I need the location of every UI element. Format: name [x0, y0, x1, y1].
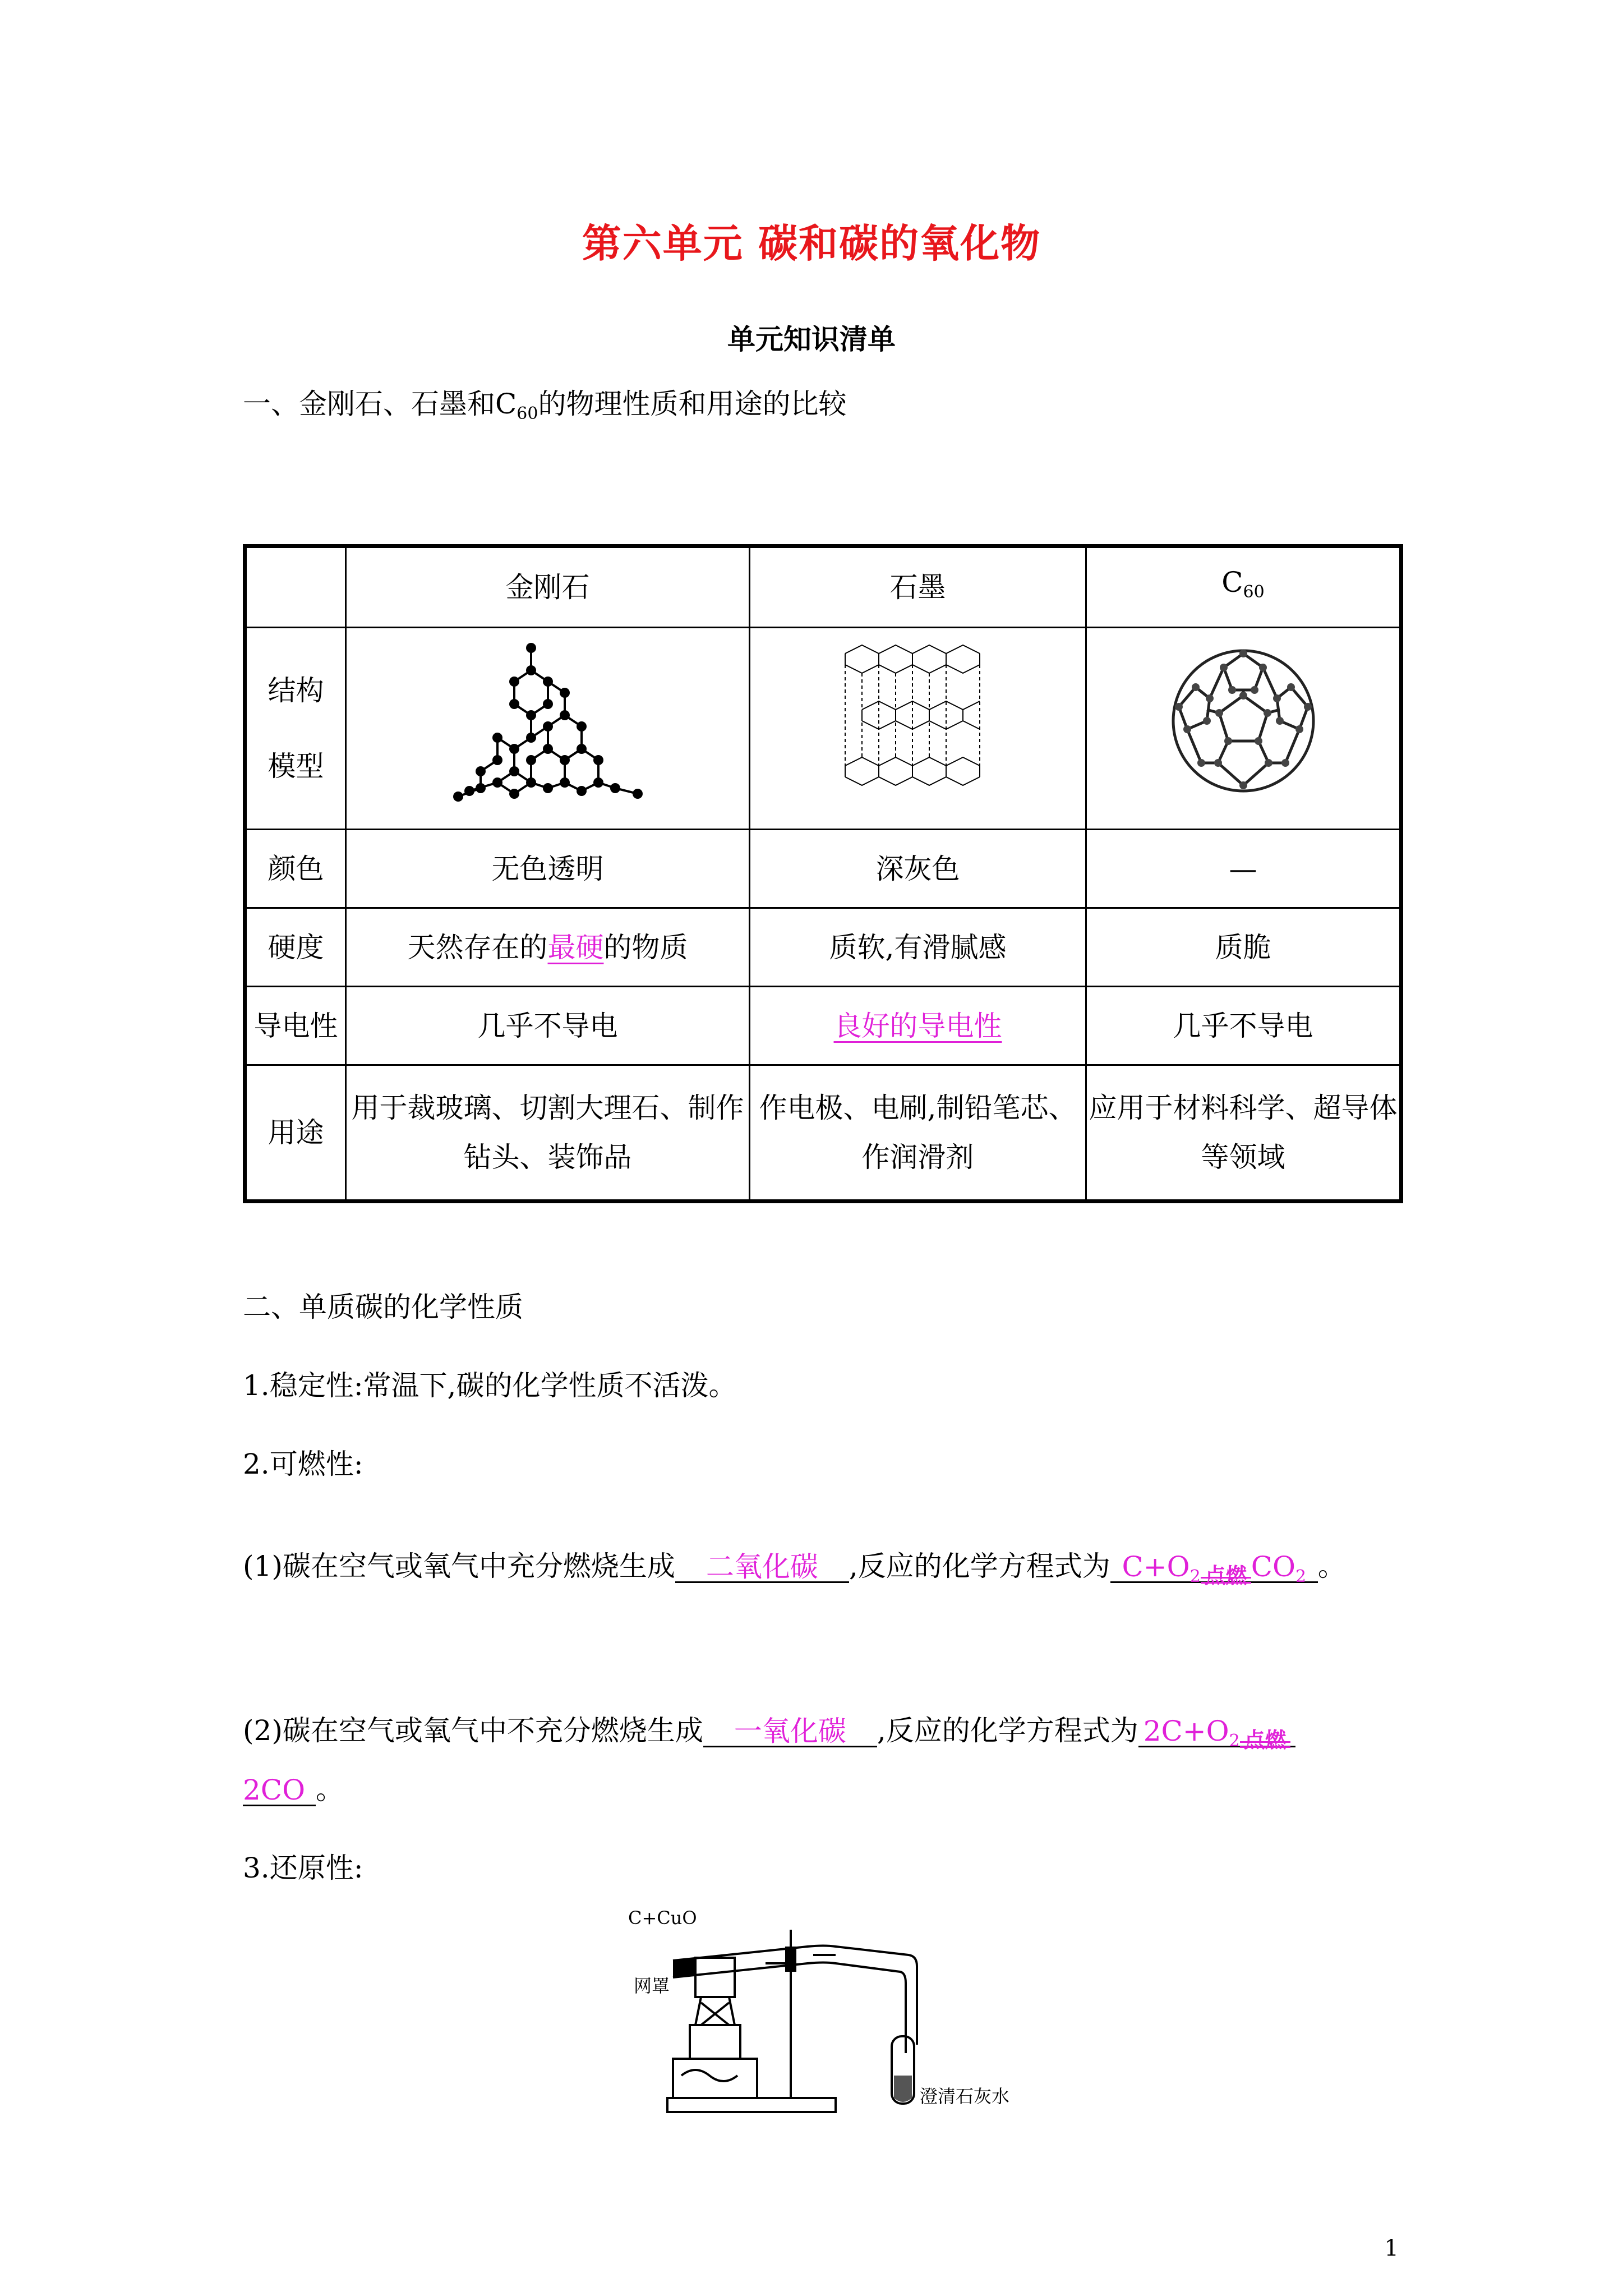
uses-label: 用途 — [245, 1065, 346, 1202]
answer-hardest: 最硬 — [547, 931, 604, 964]
header-c60: $C_{60}$ — [1086, 546, 1401, 628]
graphite-hardness: 质软,有滑腻感 — [750, 908, 1086, 987]
table-row-conductivity — [245, 987, 1401, 1065]
reducibility-item: 3.还原性: — [243, 1852, 363, 1884]
label-limewater: 澄清石灰水 — [920, 2086, 1010, 2107]
stability-item: 1.稳定性:常温下,碳的化学性质不活泼。 — [243, 1369, 737, 1402]
color-label: 颜色 — [245, 830, 346, 908]
equation-2-right: 2CO — [243, 1773, 316, 1806]
page-number: 1 — [1384, 2235, 1399, 2261]
question-2-continued: 2CO 。 — [243, 1773, 344, 1806]
hardness-label: 硬度 — [245, 908, 346, 987]
graphite-conductivity — [750, 987, 1086, 1065]
c60-uses: 应用于材料科学、超导体 等领域 — [1086, 1065, 1401, 1202]
answer-conductivity: 良好的导电性 — [833, 1009, 1002, 1042]
label-reactants: C+CuO — [628, 1907, 697, 1929]
answer-co: 一氧化碳 — [703, 1714, 877, 1747]
diamond-conductivity: 几乎不导电 — [346, 987, 750, 1065]
reduction-apparatus-diagram — [617, 1907, 1043, 2120]
c60-color: — — [1086, 830, 1401, 908]
flammability-item: 2.可燃性: — [243, 1448, 363, 1480]
condition-ignite-2: 点燃 — [1243, 1727, 1287, 1752]
table-row-uses — [245, 1065, 1401, 1202]
question-1: (1)碳在空气或氧气中充分燃烧生成 二氧化碳 ,反应的化学方程式为 $C+O_2$ 点燃 $CO_2$ 。 — [243, 1549, 1346, 1583]
question-2: (2)碳在空气或氧气中不充分燃烧生成 一氧化碳 ,反应的化学方程式为 $2C+O_2$ 点燃 — [243, 1714, 1295, 1747]
equation-2-left: $2C+O_2$ 点燃 — [1138, 1714, 1295, 1747]
section-subtitle: 单元知识清单 — [727, 323, 896, 356]
table-row-color — [245, 830, 1401, 908]
answer-co2: 二氧化碳 — [675, 1550, 849, 1583]
diamond-uses: 用于裁玻璃、切割大理石、制作 钻头、装饰品 — [346, 1065, 750, 1202]
carbon-comparison-table — [243, 544, 1403, 1203]
table-row-hardness — [245, 908, 1401, 987]
c60-model-image — [1086, 628, 1401, 830]
section1-heading: 一、金刚石、石墨和$C_{60}$的物理性质和用途的比较 — [243, 388, 847, 424]
graphite-model-image — [750, 628, 1086, 830]
label-gauze: 网罩 — [634, 1975, 670, 1996]
graphite-uses: 作电极、电刷,制铅笔芯、 作润滑剂 — [750, 1065, 1086, 1202]
equation-1: $C+O_2$ 点燃 $CO_2$ — [1110, 1550, 1318, 1583]
structure-label: 结构 模型 — [245, 628, 346, 830]
section2-heading: 二、单质碳的化学性质 — [243, 1291, 523, 1323]
c60-hardness: 质脆 — [1086, 908, 1401, 987]
condition-ignite: 点燃 — [1204, 1563, 1247, 1588]
header-empty-cell — [245, 546, 346, 628]
conductivity-label: 导电性 — [245, 987, 346, 1065]
diamond-model-image — [346, 628, 750, 830]
header-diamond: 金刚石 — [346, 546, 750, 628]
diamond-color: 无色透明 — [346, 830, 750, 908]
page-title: 第六单元 碳和碳的氧化物 — [582, 220, 1041, 266]
diamond-hardness: 天然存在的最硬的物质 — [346, 908, 750, 987]
graphite-color: 深灰色 — [750, 830, 1086, 908]
table-header-row — [245, 546, 1401, 628]
header-graphite: 石墨 — [750, 546, 1086, 628]
table-row-structure — [245, 628, 1401, 830]
c60-conductivity: 几乎不导电 — [1086, 987, 1401, 1065]
